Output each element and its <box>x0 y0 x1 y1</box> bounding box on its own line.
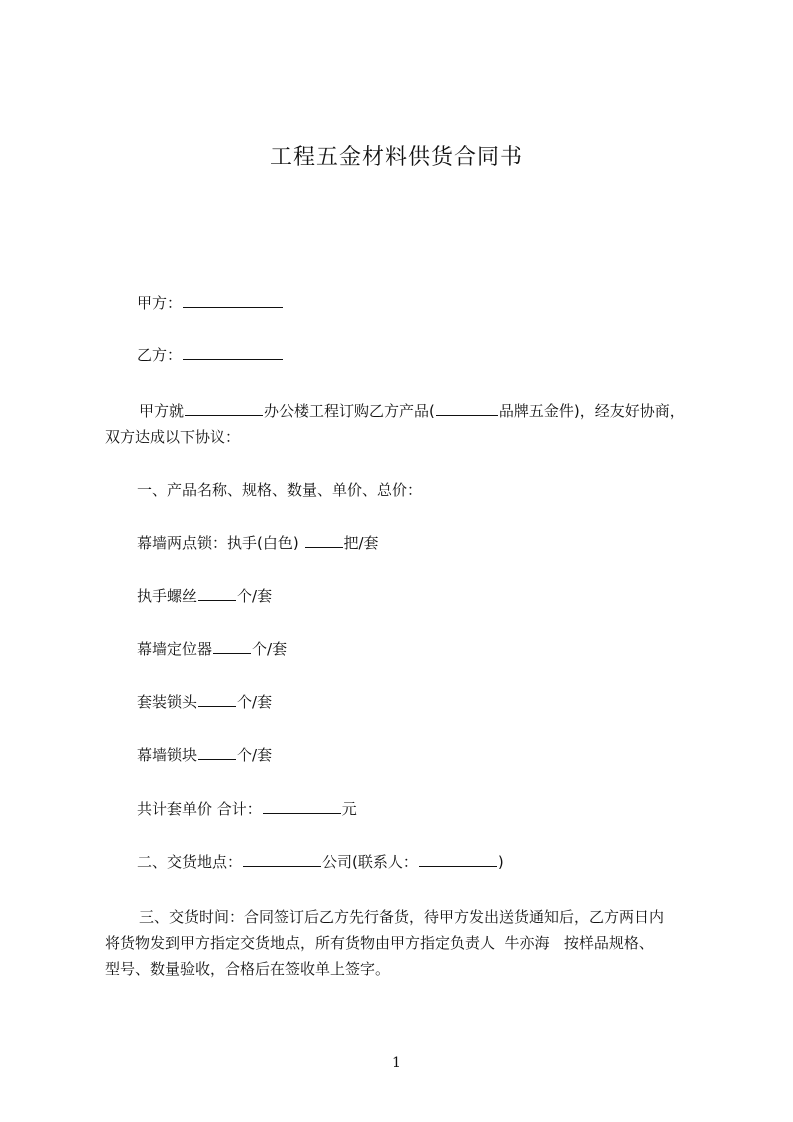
quantity-blank <box>198 691 236 707</box>
section3-paragraph <box>105 904 725 982</box>
party-a-line <box>137 292 284 313</box>
section2-close: ) <box>497 853 504 871</box>
quantity-blank <box>305 532 343 548</box>
party-b-blank <box>183 344 283 360</box>
total-unit: 元 <box>341 800 357 818</box>
total-line <box>137 798 357 819</box>
document-title: 工程五金材料供货合同书 <box>269 145 523 170</box>
party-a-blank <box>183 292 283 308</box>
party-a-label: 甲方： <box>137 294 183 312</box>
item-unit: 把/套 <box>343 534 379 552</box>
party-b-label: 乙方： <box>137 346 183 364</box>
section1-heading: 一、产品名称、规格、数量、单价、总价： <box>137 481 423 499</box>
item-name: 幕墙锁块 <box>137 746 198 764</box>
brand-blank <box>436 400 498 416</box>
intro-text-3: 品牌五金件)，经友好协商， <box>498 402 685 420</box>
quantity-blank <box>198 744 236 760</box>
item-name: 执手螺丝 <box>137 587 198 605</box>
company-blank <box>243 851 321 867</box>
intro-text-4: 双方达成以下协议： <box>105 428 241 446</box>
item-name: 幕墙两点锁：执手(白色) <box>137 534 299 552</box>
item-row <box>137 532 379 553</box>
section2-line <box>137 851 504 872</box>
section2-company: 公司(联系人： <box>322 853 418 871</box>
total-blank <box>263 798 341 814</box>
section2-label: 二、交货地点： <box>137 853 243 871</box>
intro-paragraph <box>105 398 725 450</box>
section3-text-2: 将货物发到甲方指定交货地点，所有货物由甲方指定负责人 牛亦海 按样品规格、 <box>105 934 654 952</box>
quantity-blank <box>213 638 251 654</box>
party-b-line <box>137 344 284 365</box>
item-unit: 个/套 <box>252 640 288 658</box>
item-row <box>137 638 287 659</box>
section3-text-1: 三、交货时间：合同签订后乙方先行备货，待甲方发出送货通知后，乙方两日内 <box>139 908 665 926</box>
intro-text-2: 办公楼工程订购乙方产品( <box>264 402 435 420</box>
item-unit: 个/套 <box>237 587 273 605</box>
project-blank <box>185 400 263 416</box>
item-unit: 个/套 <box>237 693 273 711</box>
section3-text-3: 型号、数量验收，合格后在签收单上签字。 <box>105 960 391 978</box>
page-number: 1 <box>392 1055 401 1071</box>
item-row <box>137 744 272 765</box>
item-row <box>137 585 272 606</box>
quantity-blank <box>198 585 236 601</box>
item-unit: 个/套 <box>237 746 273 764</box>
item-name: 套装锁头 <box>137 693 198 711</box>
item-row <box>137 691 272 712</box>
item-name: 幕墙定位器 <box>137 640 213 658</box>
total-label: 共计套单价 合计： <box>137 800 262 818</box>
contact-blank <box>419 851 497 867</box>
intro-text-1: 甲方就 <box>139 402 185 420</box>
